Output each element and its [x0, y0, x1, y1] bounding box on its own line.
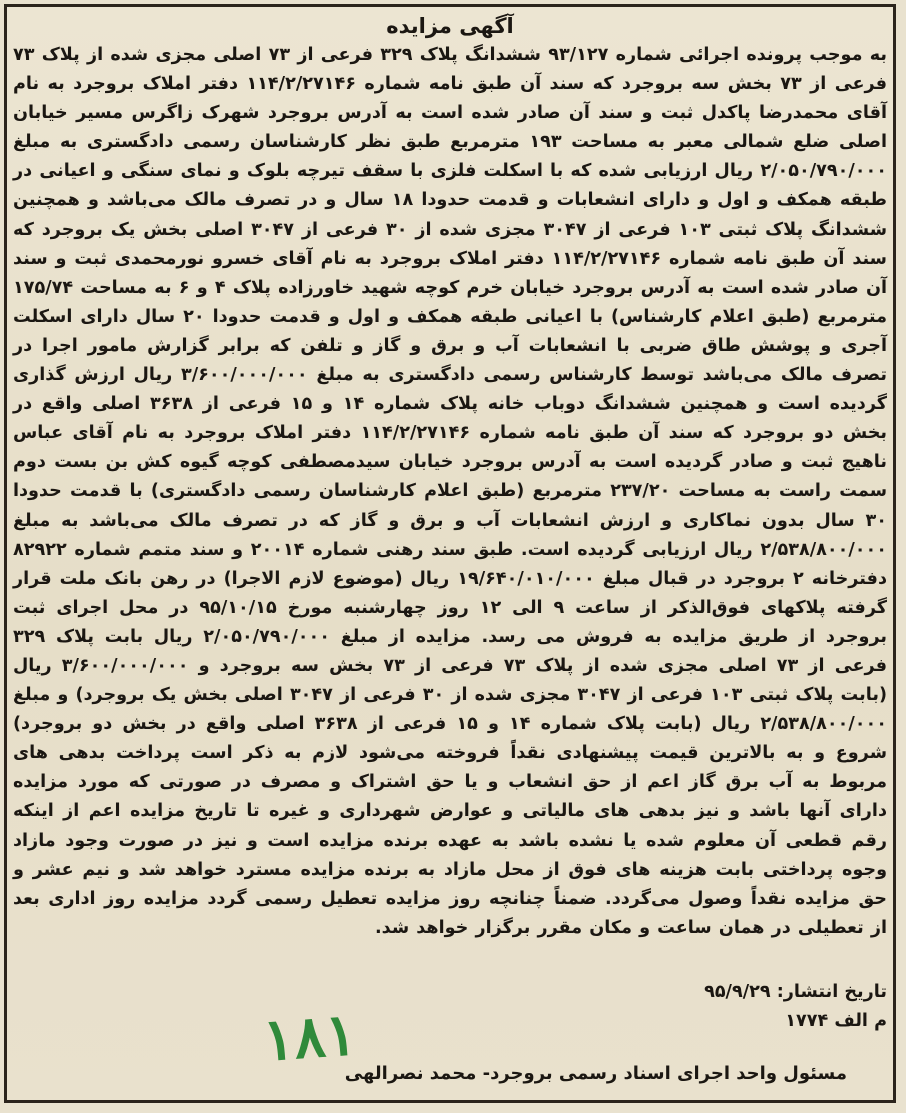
- publication-info: [704, 978, 887, 1036]
- malef-number: م الف ۱۷۷۴: [785, 1011, 887, 1031]
- signature-line: مسئول واحد اجرای اسناد رسمی بروجرد- محمد نصرالهی: [344, 1063, 847, 1084]
- publish-date: تاریخ انتشار: ۹۵/۹/۲۹: [704, 982, 887, 1002]
- notice-body: به موجب پرونده اجرائی شماره ۹۳/۱۲۷ ششدانگ پلاک ۳۲۹ فرعی از ۷۳ اصلی مجزی شده از پلاک ۷۳ فرعی از ۷۳ بخش سه بروجرد که سند آن طبق نامه شماره ۱۱۴/۲/۲۷۱۴۶ دفتر املاک بروجرد به نام آقای محمدرضا پاکدل ثبت و سند آن صادر شده است به آدرس بروجرد شهرک زاگرس مسیر خیابان اصلی ضلع شمالی معبر به مساحت ۱۹۳ مترمربع طبق نظر کارشناسان رسمی دادگستری به مبلغ ۲/۰۵۰/۷۹۰/۰۰۰ ریال ارزیابی شده که با اسکلت فلزی با سقف تیرچه بلوک و نمای سنگی و اعیانی در طبقه همکف و اول و دارای انشعابات و قدمت حدودا ۱۸ سال و در تصرف مالک می‌باشد و همچنین ششدانگ پلاک ثبتی ۱۰۳ فرعی از ۳۰۴۷ مجزی شده از ۳۰ فرعی از ۳۰۴۷ اصلی بخش یک بروجرد که سند آن طبق نامه شماره ۱۱۴/۲/۲۷۱۴۶ دفتر املاک بروجرد به نام آقای خسرو نورمحمدی ثبت و سند آن صادر شده است به آدرس بروجرد خیابان خرم کوچه شهید خاورزاده پلاک ۴ و ۶ به مساحت ۱۷۵/۷۴ مترمربع (طبق اعلام کارشناس) با اعیانی طبقه همکف و اول و قدمت حدودا ۲۰ سال دارای اسکلت آجری و پوشش طاق ضربی با انشعابات آب و برق و گاز و تلفن که برابر گزارش مامور اجرا در تصرف مالک می‌باشد توسط کارشناس رسمی دادگستری به مبلغ ۳/۶۰۰/۰۰۰/۰۰۰ ریال ارزش گذاری گردیده است و همچنین ششدانگ دوباب خانه پلاک شماره ۱۴ و ۱۵ فرعی از ۳۶۳۸ اصلی واقع در بخش دو بروجرد که سند آن طبق نامه شماره ۱۱۴/۲/۲۷۱۴۶ دفتر املاک بروجرد به نام آقای عباس ناهیج ثبت و صادر گردیده است به آدرس بروجرد خیابان سیدمصطفی کوچه گیوه کش بن بست دوم سمت راست به مساحت ۲۳۷/۲۰ مترمربع (طبق اعلام کارشناسان رسمی دادگستری) با قدمت حدودا ۳۰ سال بدون نماکاری و ارزش انشعابات آب و برق و گاز که در تصرف مالک می‌باشد به مبلغ ۲/۵۳۸/۸۰۰/۰۰۰ ریال ارزیابی گردیده است. طبق سند رهنی شماره ۲۰۰۱۴ و سند متمم شماره ۸۲۹۲۲ دفترخانه ۲ بروجرد در قبال مبلغ ۱۹/۶۴۰/۰۱۰/۰۰۰ ریال (موضوع لازم الاجرا) در رهن بانک ملت قرار گرفته پلاکهای فوق‌الذکر از ساعت ۹ الی ۱۲ روز چهارشنبه مورخ ۹۵/۱۰/۱۵ در محل اجرای ثبت بروجرد از طریق مزایده به فروش می رسد. مزایده از مبلغ ۲/۰۵۰/۷۹۰/۰۰۰ ریال بابت پلاک ۳۲۹ فرعی از ۷۳ اصلی مجزی شده از پلاک ۷۳ فرعی از ۷۳ بخش سه بروجرد و ۳/۶۰۰/۰۰۰/۰۰۰ ریال (بابت پلاک ثبتی ۱۰۳ فرعی از ۳۰۴۷ مجزی شده از ۳۰ فرعی از ۳۰۴۷ اصلی بخش یک بروجرد) و مبلغ ۲/۵۳۸/۸۰۰/۰۰۰ ریال (بابت پلاک شماره ۱۴ و ۱۵ فرعی از ۳۶۳۸ اصلی واقع در بخش دو بروجرد) شروع و به بالاترین قیمت پیشنهادی نقداً فروخته می‌شود لازم به ذکر است پرداخت بدهی های مربوط به آب برق گاز اعم از حق انشعاب و یا حق اشتراک و مصرف در صورتی که مورد مزایده دارای آنها باشد و نیز بدهی های مالیاتی و عوارض شهرداری و غیره تا تاریخ مزایده اعم از اینکه رقم قطعی آن معلوم شده یا نشده باشد به عهده برنده مزایده است و نیز در صورت وجود مازاد وجوه پرداختی بابت هزینه های فوق از محل مازاد به برنده مزایده مسترد خواهد شد و نیم عشر و حق مزایده نقداً وصول می‌گردد. ضمناً چنانچه روز مزایده تعطیل رسمی گردد مزایده روز اداری بعد از تعطیلی در همان ساعت و مکان مقرر برگزار خواهد شد.: [13, 45, 888, 938]
- notice-frame: [4, 4, 896, 1103]
- handwritten-number: ۱۸۱: [260, 999, 359, 1075]
- notice-footer: [13, 978, 887, 1088]
- notice-title: آگهی مزایده: [386, 14, 514, 38]
- notice-content: [13, 11, 887, 1096]
